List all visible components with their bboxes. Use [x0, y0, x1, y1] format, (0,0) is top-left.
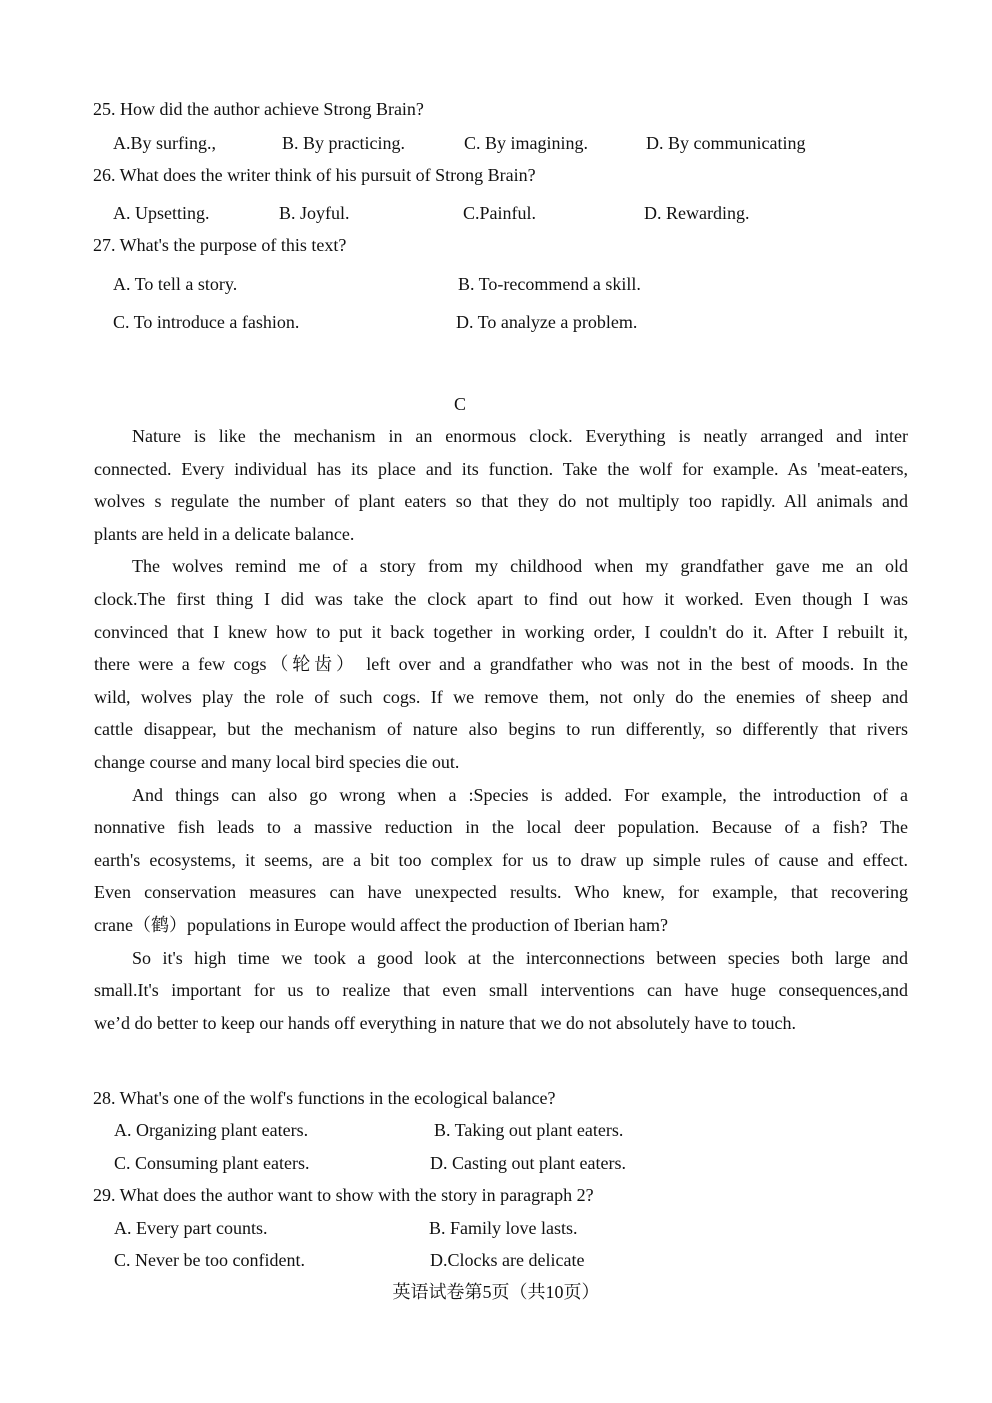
paragraph-2 — [94, 550, 908, 778]
paragraph-line: nonnative fish leads to a massive reduction in the local deer population. Because of a fish? The — [94, 817, 908, 838]
paragraph-line: So it's high time we took a good look at the interconnections between species both large and — [132, 947, 908, 968]
page-footer: 英语试卷第5页（共10页） — [392, 1282, 600, 1302]
paragraph-line: cattle disappear, but the mechanism of nature also begins to run differently, so differently that rivers — [94, 719, 908, 740]
question-28-option-b: B. Taking out plant eaters. — [434, 1120, 624, 1140]
paragraph-line: we’d do better to keep our hands off everything in nature that we do not absolutely have to touch. — [94, 1012, 796, 1033]
question-29-option-b: B. Family love lasts. — [429, 1218, 578, 1238]
question-28-option-a: A. Organizing plant eaters. — [114, 1120, 309, 1140]
paragraph-line: there were a few cogs（轮齿） left over and a grandfather who was not in the best of moods. In the — [94, 654, 908, 675]
paragraph-line: clock.The first thing I did was take the clock apart to find out how it worked. Even though I was — [94, 588, 908, 609]
question-25-option-b: B. By practicing. — [282, 133, 405, 153]
question-29-option-c: C. Never be too confident. — [114, 1250, 305, 1270]
question-26-stem: 26. What does the writer think of his pursuit of Strong Brain? — [93, 165, 536, 185]
paragraph-4 — [94, 942, 908, 1040]
passage-heading: C — [454, 394, 467, 414]
question-28-stem: 28. What's one of the wolf's functions in the ecological balance? — [93, 1088, 556, 1108]
question-26-option-b: B. Joyful. — [279, 203, 350, 223]
paragraph-line: small.It's important for us to realize that even small interventions can have huge consequences,and — [94, 980, 908, 1001]
question-25-option-d: D. By communicating — [646, 133, 806, 153]
paragraph-3 — [94, 779, 908, 942]
paragraph-line: plants are held in a delicate balance. — [94, 523, 355, 544]
question-26-option-d: D. Rewarding. — [644, 203, 750, 223]
paragraph-line: crane（鹤）populations in Europe would affect the production of Iberian ham? — [94, 914, 668, 935]
paragraph-line: Even conservation measures can have unexpected results. Who knew, for example, that recovering — [94, 882, 908, 903]
question-27-option-b: B. To-recommend a skill. — [458, 274, 641, 294]
question-25-option-c: C. By imagining. — [464, 133, 589, 153]
question-27-option-c: C. To introduce a fashion. — [113, 312, 300, 332]
question-28-option-d: D. Casting out plant eaters. — [430, 1153, 626, 1173]
question-29-stem: 29. What does the author want to show with the story in paragraph 2? — [93, 1185, 594, 1205]
paragraph-line: convinced that I knew how to put it back together in working order, I couldn't do it. After I rebuilt it, — [94, 621, 908, 642]
paragraph-line: And things can also go wrong when a :Species is added. For example, the introduction of a — [132, 784, 908, 805]
paragraph-line: connected. Every individual has its place and its function. Take the wolf for example. As 'meat-eaters, — [94, 458, 908, 479]
paragraph-line: wild, wolves play the role of such cogs. If we remove them, not only do the enemies of sheep and — [94, 686, 908, 707]
passage-body — [94, 420, 908, 1039]
question-25-option-a: A.By surfing., — [113, 133, 216, 153]
question-26-option-c: C.Painful. — [463, 203, 537, 223]
paragraph-line: wolves s regulate the number of plant eaters so that they do not multiply too rapidly. All animals and — [94, 491, 908, 512]
paragraph-1 — [94, 420, 908, 550]
paragraph-line: earth's ecosystems, it seems, are a bit too complex for us to draw up simple rules of cause and effect. — [94, 849, 908, 870]
question-29-option-d: D.Clocks are delicate — [430, 1250, 585, 1270]
question-29-option-a: A. Every part counts. — [114, 1218, 268, 1238]
paragraph-line: change course and many local bird species die out. — [94, 751, 460, 772]
question-25-stem: 25. How did the author achieve Strong Brain? — [93, 99, 424, 119]
question-27-stem: 27. What's the purpose of this text? — [93, 235, 347, 255]
paragraph-line: Nature is like the mechanism in an enormous clock. Everything is neatly arranged and inter — [132, 426, 908, 446]
paragraph-line: The wolves remind me of a story from my childhood when my grandfather gave me an old — [132, 556, 908, 577]
question-27-option-a: A. To tell a story. — [113, 274, 238, 294]
question-27-option-d: D. To analyze a problem. — [456, 312, 638, 332]
question-28-option-c: C. Consuming plant eaters. — [114, 1153, 310, 1173]
question-26-option-a: A. Upsetting. — [113, 203, 210, 223]
